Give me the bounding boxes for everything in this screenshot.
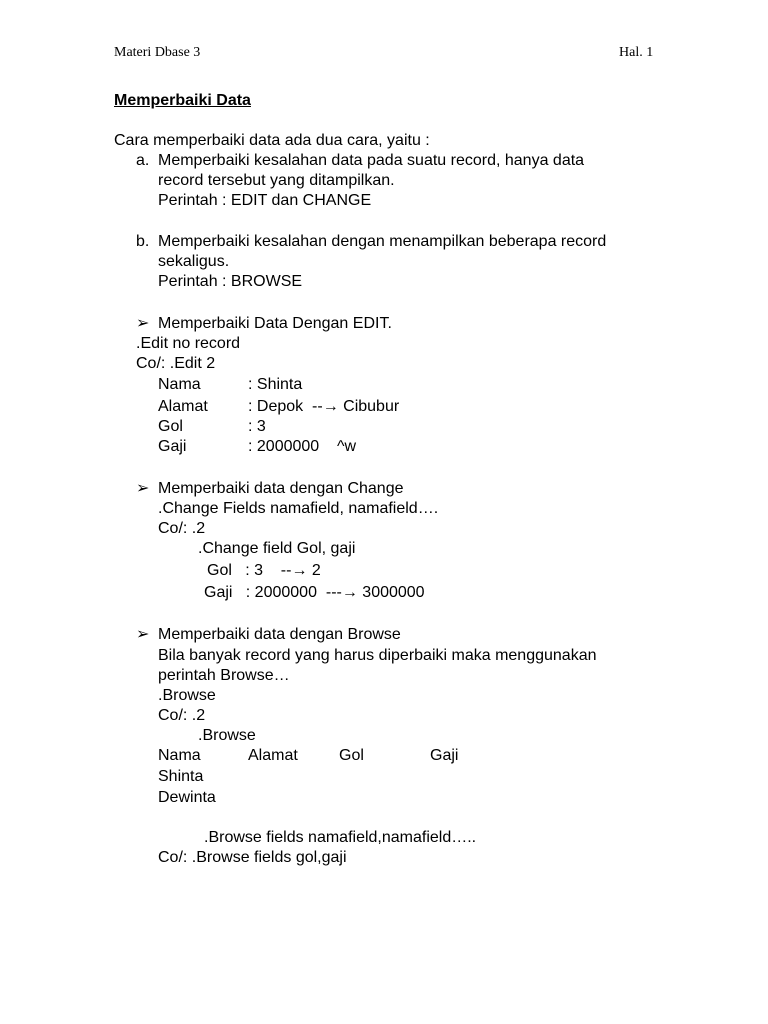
list-marker-b: b.: [136, 233, 150, 250]
edit-field-name: Alamat: [158, 398, 208, 415]
browse-row: Dewinta: [158, 789, 216, 806]
browse-example: Co/: .2: [158, 707, 206, 724]
header-right: Hal. 1: [619, 45, 654, 60]
edit-field-name: Gol: [158, 418, 183, 435]
list-marker-a: a.: [136, 152, 150, 169]
list-a-line1: Memperbaiki kesalahan data pada suatu record, hanya data: [158, 152, 585, 169]
browse-command: .Browse: [198, 727, 256, 744]
edit-example: Co/: .Edit 2: [136, 355, 216, 372]
browse-fields-syntax: .Browse fields namafield,namafield…..: [204, 829, 477, 846]
browse-row: Shinta: [158, 768, 204, 785]
browse-desc-line1: Bila banyak record yang harus diperbaiki maka menggunakan: [158, 647, 597, 664]
edit-field-value: : 2000000 ^w: [248, 438, 357, 455]
change-gaji-line: Gaji : 2000000 ---→ 3000000: [204, 584, 425, 601]
section-browse-heading-row: [136, 625, 401, 645]
edit-field-value: : Depok --→ Cibubur: [248, 398, 400, 415]
edit-field-name: Nama: [158, 376, 201, 393]
section-change-heading: Memperbaiki data dengan Change: [158, 480, 404, 497]
browse-column-header: Nama: [158, 747, 201, 764]
browse-column-header: Gaji: [430, 747, 459, 764]
change-example: Co/: .2: [158, 520, 206, 537]
section-change-heading-row: [136, 479, 404, 499]
edit-field-value: : 3: [248, 418, 266, 435]
edit-syntax: .Edit no record: [136, 335, 241, 352]
list-b-line3: Perintah : BROWSE: [158, 273, 303, 290]
change-command: .Change field Gol, gaji: [198, 540, 356, 557]
page-title: Memperbaiki Data: [114, 92, 251, 109]
edit-field-value: : Shinta: [248, 376, 303, 393]
header-left: Materi Dbase 3: [114, 45, 201, 60]
browse-fields-example: Co/: .Browse fields gol,gaji: [158, 849, 347, 866]
browse-column-header: Gol: [339, 747, 364, 764]
list-a-line3: Perintah : EDIT dan CHANGE: [158, 192, 372, 209]
list-b-line1: Memperbaiki kesalahan dengan menampilkan beberapa record: [158, 233, 607, 250]
change-syntax: .Change Fields namafield, namafield….: [158, 500, 439, 517]
section-browse-heading: Memperbaiki data dengan Browse: [158, 626, 401, 643]
edit-field-name: Gaji: [158, 438, 187, 455]
browse-desc-line2: perintah Browse…: [158, 667, 290, 684]
arrow-bullet-icon: ➢: [136, 480, 150, 497]
section-edit-heading: Memperbaiki Data Dengan EDIT.: [158, 315, 392, 332]
change-gol-line: Gol : 3 --→ 2: [207, 562, 321, 579]
browse-syntax: .Browse: [158, 687, 216, 704]
browse-column-header: Alamat: [248, 747, 298, 764]
section-edit-heading-row: [136, 314, 392, 334]
list-a-line2: record tersebut yang ditampilkan.: [158, 172, 395, 189]
list-b-line2: sekaligus.: [158, 253, 230, 270]
arrow-bullet-icon: ➢: [136, 315, 150, 332]
arrow-bullet-icon: ➢: [136, 626, 150, 643]
intro-text: Cara memperbaiki data ada dua cara, yaitu :: [114, 132, 430, 149]
